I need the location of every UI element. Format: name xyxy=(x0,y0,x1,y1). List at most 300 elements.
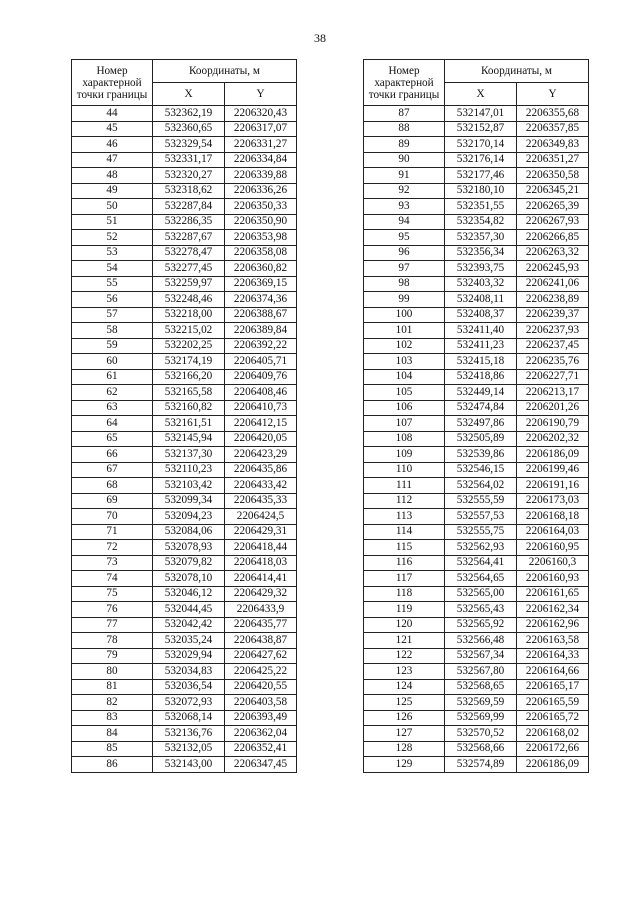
x-coordinate-cell: 532180,10 xyxy=(445,183,517,199)
y-coordinate-cell: 2206405,71 xyxy=(225,354,297,370)
x-coordinate-cell: 532044,45 xyxy=(153,602,225,618)
x-coordinate-cell: 532278,47 xyxy=(153,245,225,261)
table-row xyxy=(72,555,297,571)
table-row xyxy=(364,276,589,292)
y-coordinate-cell: 2206239,37 xyxy=(517,307,589,323)
point-number-cell: 120 xyxy=(364,617,445,633)
table-row xyxy=(72,447,297,463)
point-number-cell: 106 xyxy=(364,400,445,416)
y-coordinate-cell: 2206423,29 xyxy=(225,447,297,463)
table-row xyxy=(364,524,589,540)
point-number-cell: 57 xyxy=(72,307,153,323)
y-coordinate-cell: 2206347,45 xyxy=(225,757,297,773)
point-number-cell: 126 xyxy=(364,710,445,726)
table-row xyxy=(364,555,589,571)
x-coordinate-cell: 532072,93 xyxy=(153,695,225,711)
x-coordinate-cell: 532411,40 xyxy=(445,323,517,339)
x-coordinate-cell: 532555,75 xyxy=(445,524,517,540)
x-coordinate-cell: 532566,48 xyxy=(445,633,517,649)
table-row xyxy=(72,586,297,602)
x-coordinate-cell: 532042,42 xyxy=(153,617,225,633)
y-coordinate-cell: 2206418,03 xyxy=(225,555,297,571)
header-x: X xyxy=(445,83,517,106)
x-coordinate-cell: 532029,94 xyxy=(153,648,225,664)
y-coordinate-cell: 2206374,36 xyxy=(225,292,297,308)
x-coordinate-cell: 532215,02 xyxy=(153,323,225,339)
x-coordinate-cell: 532132,05 xyxy=(153,741,225,757)
header-coordinates: Координаты, м xyxy=(153,60,297,83)
x-coordinate-cell: 532099,34 xyxy=(153,493,225,509)
x-coordinate-cell: 532562,93 xyxy=(445,540,517,556)
point-number-cell: 121 xyxy=(364,633,445,649)
point-number-cell: 95 xyxy=(364,230,445,246)
point-number-cell: 124 xyxy=(364,679,445,695)
point-number-cell: 104 xyxy=(364,369,445,385)
x-coordinate-cell: 532411,23 xyxy=(445,338,517,354)
y-coordinate-cell: 2206317,07 xyxy=(225,121,297,137)
table-row xyxy=(364,385,589,401)
x-coordinate-cell: 532570,52 xyxy=(445,726,517,742)
table-row xyxy=(364,478,589,494)
y-coordinate-cell: 2206393,49 xyxy=(225,710,297,726)
y-coordinate-cell: 2206412,15 xyxy=(225,416,297,432)
table-row xyxy=(72,633,297,649)
x-coordinate-cell: 532286,35 xyxy=(153,214,225,230)
y-coordinate-cell: 2206352,41 xyxy=(225,741,297,757)
x-coordinate-cell: 532161,51 xyxy=(153,416,225,432)
x-coordinate-cell: 532202,25 xyxy=(153,338,225,354)
y-coordinate-cell: 2206162,96 xyxy=(517,617,589,633)
table-row xyxy=(72,137,297,153)
point-number-cell: 72 xyxy=(72,540,153,556)
point-number-cell: 77 xyxy=(72,617,153,633)
table-row xyxy=(72,106,297,122)
y-coordinate-cell: 2206350,33 xyxy=(225,199,297,215)
table-row xyxy=(364,416,589,432)
point-number-cell: 82 xyxy=(72,695,153,711)
point-number-cell: 45 xyxy=(72,121,153,137)
point-number-cell: 107 xyxy=(364,416,445,432)
x-coordinate-cell: 532362,19 xyxy=(153,106,225,122)
x-coordinate-cell: 532449,14 xyxy=(445,385,517,401)
point-number-cell: 65 xyxy=(72,431,153,447)
table-row xyxy=(72,168,297,184)
x-coordinate-cell: 532408,11 xyxy=(445,292,517,308)
table-row xyxy=(72,602,297,618)
x-coordinate-cell: 532103,42 xyxy=(153,478,225,494)
x-coordinate-cell: 532393,75 xyxy=(445,261,517,277)
point-number-cell: 112 xyxy=(364,493,445,509)
x-coordinate-cell: 532415,18 xyxy=(445,354,517,370)
table-row xyxy=(364,431,589,447)
y-coordinate-cell: 2206427,62 xyxy=(225,648,297,664)
table-row xyxy=(364,540,589,556)
point-number-cell: 78 xyxy=(72,633,153,649)
table-row xyxy=(364,199,589,215)
x-coordinate-cell: 532137,30 xyxy=(153,447,225,463)
table-row xyxy=(72,509,297,525)
y-coordinate-cell: 2206334,84 xyxy=(225,152,297,168)
table-row xyxy=(364,152,589,168)
point-number-cell: 119 xyxy=(364,602,445,618)
x-coordinate-cell: 532084,06 xyxy=(153,524,225,540)
point-number-cell: 53 xyxy=(72,245,153,261)
point-number-cell: 92 xyxy=(364,183,445,199)
y-coordinate-cell: 2206168,02 xyxy=(517,726,589,742)
x-coordinate-cell: 532046,12 xyxy=(153,586,225,602)
point-number-cell: 55 xyxy=(72,276,153,292)
point-number-cell: 103 xyxy=(364,354,445,370)
point-number-cell: 99 xyxy=(364,292,445,308)
table-row xyxy=(72,369,297,385)
x-coordinate-cell: 532174,19 xyxy=(153,354,225,370)
table-row xyxy=(364,214,589,230)
point-number-cell: 47 xyxy=(72,152,153,168)
point-number-cell: 127 xyxy=(364,726,445,742)
point-number-cell: 85 xyxy=(72,741,153,757)
point-number-cell: 68 xyxy=(72,478,153,494)
y-coordinate-cell: 2206161,65 xyxy=(517,586,589,602)
x-coordinate-cell: 532474,84 xyxy=(445,400,517,416)
table-row xyxy=(364,447,589,463)
point-number-cell: 63 xyxy=(72,400,153,416)
y-coordinate-cell: 2206409,76 xyxy=(225,369,297,385)
x-coordinate-cell: 532318,62 xyxy=(153,183,225,199)
table-row xyxy=(364,726,589,742)
x-coordinate-cell: 532035,24 xyxy=(153,633,225,649)
y-coordinate-cell: 2206267,93 xyxy=(517,214,589,230)
table-row xyxy=(72,664,297,680)
x-coordinate-cell: 532574,89 xyxy=(445,757,517,773)
table-row xyxy=(364,695,589,711)
x-coordinate-cell: 532147,01 xyxy=(445,106,517,122)
x-coordinate-cell: 532403,32 xyxy=(445,276,517,292)
table-row xyxy=(364,757,589,773)
table-row xyxy=(364,493,589,509)
y-coordinate-cell: 2206265,39 xyxy=(517,199,589,215)
y-coordinate-cell: 2206433,9 xyxy=(225,602,297,618)
table-row xyxy=(364,292,589,308)
y-coordinate-cell: 2206438,87 xyxy=(225,633,297,649)
x-coordinate-cell: 532079,82 xyxy=(153,555,225,571)
table-row xyxy=(72,710,297,726)
point-number-cell: 58 xyxy=(72,323,153,339)
x-coordinate-cell: 532565,43 xyxy=(445,602,517,618)
table-row xyxy=(72,323,297,339)
table-row xyxy=(72,493,297,509)
point-number-cell: 125 xyxy=(364,695,445,711)
point-number-cell: 84 xyxy=(72,726,153,742)
point-number-cell: 46 xyxy=(72,137,153,153)
y-coordinate-cell: 2206429,32 xyxy=(225,586,297,602)
point-number-cell: 51 xyxy=(72,214,153,230)
header-point-number: Номер характерной точки границы xyxy=(72,60,153,106)
table-row xyxy=(72,199,297,215)
y-coordinate-cell: 2206186,09 xyxy=(517,757,589,773)
x-coordinate-cell: 532351,55 xyxy=(445,199,517,215)
x-coordinate-cell: 532564,02 xyxy=(445,478,517,494)
table-row xyxy=(72,726,297,742)
y-coordinate-cell: 2206160,93 xyxy=(517,571,589,587)
table-row xyxy=(72,416,297,432)
table-row xyxy=(364,245,589,261)
table-row xyxy=(364,168,589,184)
x-coordinate-cell: 532418,86 xyxy=(445,369,517,385)
table-row xyxy=(72,214,297,230)
point-number-cell: 94 xyxy=(364,214,445,230)
table-row xyxy=(364,354,589,370)
table-row xyxy=(72,617,297,633)
point-number-cell: 105 xyxy=(364,385,445,401)
y-coordinate-cell: 2206358,08 xyxy=(225,245,297,261)
table-row xyxy=(364,710,589,726)
table-row xyxy=(364,137,589,153)
y-coordinate-cell: 2206362,04 xyxy=(225,726,297,742)
point-number-cell: 109 xyxy=(364,447,445,463)
point-number-cell: 64 xyxy=(72,416,153,432)
point-number-cell: 71 xyxy=(72,524,153,540)
header-y: Y xyxy=(517,83,589,106)
point-number-cell: 67 xyxy=(72,462,153,478)
table-row xyxy=(72,695,297,711)
x-coordinate-cell: 532555,59 xyxy=(445,493,517,509)
point-number-cell: 62 xyxy=(72,385,153,401)
y-coordinate-cell: 2206320,43 xyxy=(225,106,297,122)
point-number-cell: 98 xyxy=(364,276,445,292)
point-number-cell: 96 xyxy=(364,245,445,261)
x-coordinate-cell: 532565,00 xyxy=(445,586,517,602)
table-row xyxy=(364,121,589,137)
table-row xyxy=(72,152,297,168)
table-row xyxy=(364,586,589,602)
y-coordinate-cell: 2206168,18 xyxy=(517,509,589,525)
y-coordinate-cell: 2206435,86 xyxy=(225,462,297,478)
table-row xyxy=(364,323,589,339)
point-number-cell: 116 xyxy=(364,555,445,571)
x-coordinate-cell: 532094,23 xyxy=(153,509,225,525)
page-number: 38 xyxy=(314,31,326,45)
point-number-cell: 101 xyxy=(364,323,445,339)
table-row xyxy=(364,338,589,354)
x-coordinate-cell: 532565,92 xyxy=(445,617,517,633)
x-coordinate-cell: 532569,99 xyxy=(445,710,517,726)
point-number-cell: 123 xyxy=(364,664,445,680)
coordinates-table-right xyxy=(363,59,589,773)
x-coordinate-cell: 532036,54 xyxy=(153,679,225,695)
x-coordinate-cell: 532143,00 xyxy=(153,757,225,773)
y-coordinate-cell: 2206235,76 xyxy=(517,354,589,370)
point-number-cell: 87 xyxy=(364,106,445,122)
table-row xyxy=(72,354,297,370)
x-coordinate-cell: 532539,86 xyxy=(445,447,517,463)
point-number-cell: 122 xyxy=(364,648,445,664)
x-coordinate-cell: 532160,82 xyxy=(153,400,225,416)
table-row xyxy=(364,307,589,323)
table-row xyxy=(72,261,297,277)
y-coordinate-cell: 2206163,58 xyxy=(517,633,589,649)
y-coordinate-cell: 2206403,58 xyxy=(225,695,297,711)
table-row xyxy=(72,385,297,401)
table-row xyxy=(364,261,589,277)
y-coordinate-cell: 2206191,16 xyxy=(517,478,589,494)
table-row xyxy=(364,230,589,246)
point-number-cell: 75 xyxy=(72,586,153,602)
point-number-cell: 114 xyxy=(364,524,445,540)
point-number-cell: 73 xyxy=(72,555,153,571)
x-coordinate-cell: 532170,14 xyxy=(445,137,517,153)
x-coordinate-cell: 532136,76 xyxy=(153,726,225,742)
table-row xyxy=(72,292,297,308)
point-number-cell: 88 xyxy=(364,121,445,137)
table-row xyxy=(364,400,589,416)
x-coordinate-cell: 532329,54 xyxy=(153,137,225,153)
y-coordinate-cell: 2206172,66 xyxy=(517,741,589,757)
table-row xyxy=(364,369,589,385)
y-coordinate-cell: 2206165,59 xyxy=(517,695,589,711)
x-coordinate-cell: 532248,46 xyxy=(153,292,225,308)
point-number-cell: 91 xyxy=(364,168,445,184)
point-number-cell: 48 xyxy=(72,168,153,184)
y-coordinate-cell: 2206227,71 xyxy=(517,369,589,385)
y-coordinate-cell: 2206186,09 xyxy=(517,447,589,463)
point-number-cell: 79 xyxy=(72,648,153,664)
x-coordinate-cell: 532557,53 xyxy=(445,509,517,525)
y-coordinate-cell: 2206190,79 xyxy=(517,416,589,432)
point-number-cell: 66 xyxy=(72,447,153,463)
x-coordinate-cell: 532165,58 xyxy=(153,385,225,401)
point-number-cell: 117 xyxy=(364,571,445,587)
table-row xyxy=(72,741,297,757)
x-coordinate-cell: 532277,45 xyxy=(153,261,225,277)
x-coordinate-cell: 532505,89 xyxy=(445,431,517,447)
y-coordinate-cell: 2206213,17 xyxy=(517,385,589,401)
y-coordinate-cell: 2206238,89 xyxy=(517,292,589,308)
table-body xyxy=(364,106,589,773)
point-number-cell: 56 xyxy=(72,292,153,308)
x-coordinate-cell: 532356,34 xyxy=(445,245,517,261)
x-coordinate-cell: 532078,10 xyxy=(153,571,225,587)
header-y: Y xyxy=(225,83,297,106)
y-coordinate-cell: 2206418,44 xyxy=(225,540,297,556)
y-coordinate-cell: 2206199,46 xyxy=(517,462,589,478)
point-number-cell: 113 xyxy=(364,509,445,525)
table-row xyxy=(364,633,589,649)
table-row xyxy=(72,121,297,137)
point-number-cell: 76 xyxy=(72,602,153,618)
y-coordinate-cell: 2206389,84 xyxy=(225,323,297,339)
x-coordinate-cell: 532569,59 xyxy=(445,695,517,711)
y-coordinate-cell: 2206164,03 xyxy=(517,524,589,540)
y-coordinate-cell: 2206237,45 xyxy=(517,338,589,354)
y-coordinate-cell: 2206357,85 xyxy=(517,121,589,137)
y-coordinate-cell: 2206429,31 xyxy=(225,524,297,540)
table-row xyxy=(364,571,589,587)
y-coordinate-cell: 2206424,5 xyxy=(225,509,297,525)
table-row xyxy=(364,664,589,680)
y-coordinate-cell: 2206336,26 xyxy=(225,183,297,199)
point-number-cell: 70 xyxy=(72,509,153,525)
point-number-cell: 102 xyxy=(364,338,445,354)
y-coordinate-cell: 2206420,55 xyxy=(225,679,297,695)
point-number-cell: 52 xyxy=(72,230,153,246)
point-number-cell: 44 xyxy=(72,106,153,122)
header-x: X xyxy=(153,83,225,106)
point-number-cell: 89 xyxy=(364,137,445,153)
y-coordinate-cell: 2206420,05 xyxy=(225,431,297,447)
table-row xyxy=(364,462,589,478)
y-coordinate-cell: 2206164,33 xyxy=(517,648,589,664)
x-coordinate-cell: 532568,65 xyxy=(445,679,517,695)
point-number-cell: 115 xyxy=(364,540,445,556)
y-coordinate-cell: 2206369,15 xyxy=(225,276,297,292)
table-row xyxy=(72,338,297,354)
point-number-cell: 110 xyxy=(364,462,445,478)
y-coordinate-cell: 2206164,66 xyxy=(517,664,589,680)
coordinates-table-left xyxy=(71,59,297,773)
table-row xyxy=(72,276,297,292)
table-row xyxy=(72,230,297,246)
x-coordinate-cell: 532078,93 xyxy=(153,540,225,556)
x-coordinate-cell: 532357,30 xyxy=(445,230,517,246)
table-row xyxy=(72,648,297,664)
y-coordinate-cell: 2206351,27 xyxy=(517,152,589,168)
y-coordinate-cell: 2206388,67 xyxy=(225,307,297,323)
table-row xyxy=(364,509,589,525)
y-coordinate-cell: 2206360,82 xyxy=(225,261,297,277)
y-coordinate-cell: 2206345,21 xyxy=(517,183,589,199)
y-coordinate-cell: 2206433,42 xyxy=(225,478,297,494)
x-coordinate-cell: 532567,34 xyxy=(445,648,517,664)
x-coordinate-cell: 532564,41 xyxy=(445,555,517,571)
point-number-cell: 61 xyxy=(72,369,153,385)
point-number-cell: 80 xyxy=(72,664,153,680)
point-number-cell: 129 xyxy=(364,757,445,773)
table-row xyxy=(72,524,297,540)
y-coordinate-cell: 2206201,26 xyxy=(517,400,589,416)
y-coordinate-cell: 2206173,03 xyxy=(517,493,589,509)
x-coordinate-cell: 532176,14 xyxy=(445,152,517,168)
y-coordinate-cell: 2206160,95 xyxy=(517,540,589,556)
y-coordinate-cell: 2206350,90 xyxy=(225,214,297,230)
point-number-cell: 90 xyxy=(364,152,445,168)
y-coordinate-cell: 2206331,27 xyxy=(225,137,297,153)
x-coordinate-cell: 532568,66 xyxy=(445,741,517,757)
y-coordinate-cell: 2206410,73 xyxy=(225,400,297,416)
y-coordinate-cell: 2206165,17 xyxy=(517,679,589,695)
x-coordinate-cell: 532360,65 xyxy=(153,121,225,137)
x-coordinate-cell: 532177,46 xyxy=(445,168,517,184)
y-coordinate-cell: 2206162,34 xyxy=(517,602,589,618)
y-coordinate-cell: 2206435,33 xyxy=(225,493,297,509)
point-number-cell: 81 xyxy=(72,679,153,695)
table-row xyxy=(72,400,297,416)
x-coordinate-cell: 532546,15 xyxy=(445,462,517,478)
x-coordinate-cell: 532567,80 xyxy=(445,664,517,680)
table-row xyxy=(72,431,297,447)
point-number-cell: 49 xyxy=(72,183,153,199)
x-coordinate-cell: 532068,14 xyxy=(153,710,225,726)
y-coordinate-cell: 2206245,93 xyxy=(517,261,589,277)
point-number-cell: 50 xyxy=(72,199,153,215)
y-coordinate-cell: 2206435,77 xyxy=(225,617,297,633)
table-row xyxy=(72,540,297,556)
x-coordinate-cell: 532287,84 xyxy=(153,199,225,215)
point-number-cell: 86 xyxy=(72,757,153,773)
point-number-cell: 118 xyxy=(364,586,445,602)
table-row xyxy=(72,571,297,587)
y-coordinate-cell: 2206349,83 xyxy=(517,137,589,153)
point-number-cell: 83 xyxy=(72,710,153,726)
